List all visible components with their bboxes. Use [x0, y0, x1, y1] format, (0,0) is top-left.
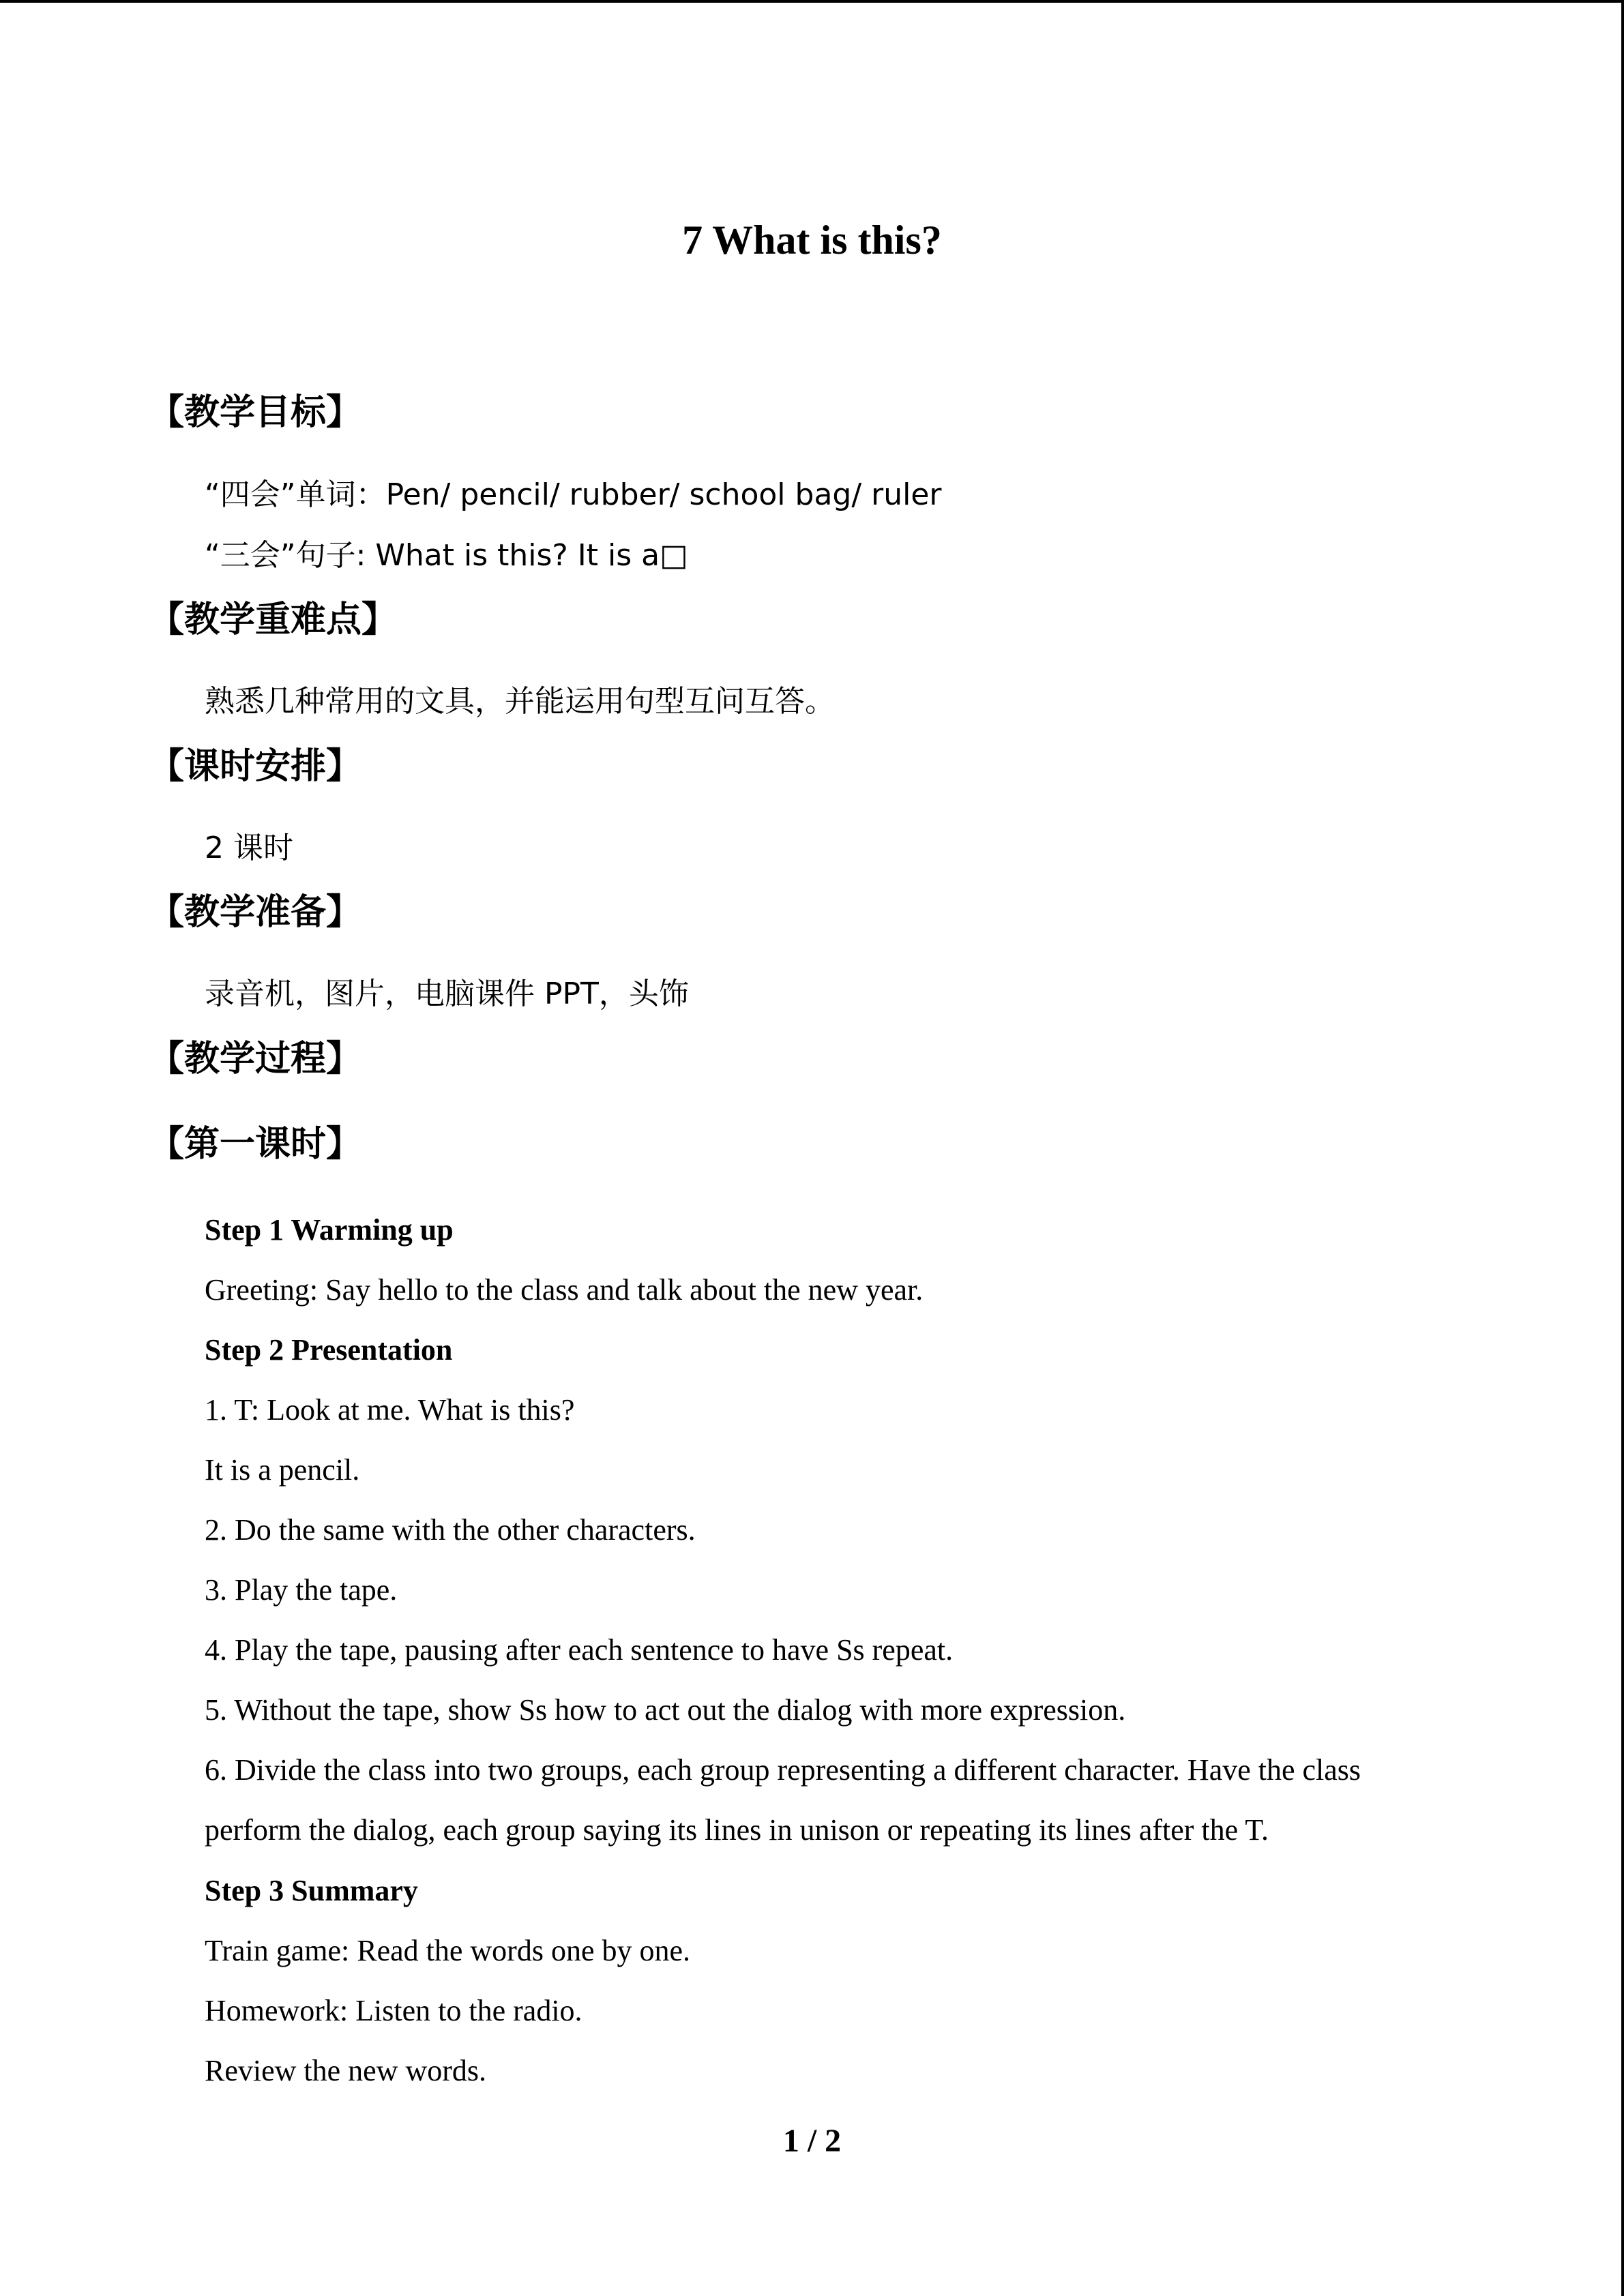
- step3-line-2: Homework: Listen to the radio.: [205, 1994, 582, 2027]
- step3-line-3: Review the new words.: [205, 2054, 487, 2087]
- heading-lesson-one: 【第一课时】: [149, 1124, 362, 1165]
- heading-preparation: 【教学准备】: [149, 892, 362, 933]
- page-border-right: [1621, 0, 1624, 2296]
- goals-sentence-line: “三会”句子: What is this? It is a□: [205, 538, 688, 573]
- step3-line-1: Train game: Read the words one by one.: [205, 1934, 691, 1967]
- step1-title: Step 1 Warming up: [205, 1213, 454, 1247]
- step2-line-7: 6. Divide the class into two groups, each group representing a different character. Have the class: [205, 1753, 1361, 1787]
- heading-key-points: 【教学重难点】: [149, 599, 398, 640]
- step2-line-8: perform the dialog, each group saying its lines in unison or repeating its lines after the T.: [205, 1813, 1269, 1847]
- heading-schedule: 【课时安排】: [149, 746, 362, 787]
- key-points-line: 熟悉几种常用的文具，并能运用句型互问互答。: [205, 684, 835, 719]
- document-title: 7 What is this?: [682, 218, 942, 263]
- goals-vocabulary-line: “四会”单词：Pen/ pencil/ rubber/ school bag/ ruler: [205, 477, 942, 512]
- heading-teaching-goals: 【教学目标】: [149, 392, 362, 433]
- step2-line-2: It is a pencil.: [205, 1453, 360, 1487]
- step1-line: Greeting: Say hello to the class and talk about the new year.: [205, 1273, 924, 1307]
- page-number: 1 / 2: [782, 2123, 842, 2159]
- step2-line-1: 1. T: Look at me. What is this?: [205, 1393, 575, 1427]
- heading-teaching-process: 【教学过程】: [149, 1039, 362, 1079]
- schedule-line: 2 课时: [205, 831, 293, 865]
- step3-title: Step 3 Summary: [205, 1874, 418, 1907]
- step2-line-5: 4. Play the tape, pausing after each sentence to have Ss repeat.: [205, 1633, 954, 1667]
- page-border-top: [0, 0, 1624, 3]
- step2-title: Step 2 Presentation: [205, 1333, 453, 1367]
- step2-line-6: 5. Without the tape, show Ss how to act out the dialog with more expression.: [205, 1693, 1126, 1727]
- step2-line-4: 3. Play the tape.: [205, 1573, 398, 1607]
- preparation-line: 录音机，图片，电脑课件 PPT，头饰: [205, 976, 689, 1011]
- step2-line-3: 2. Do the same with the other characters.: [205, 1513, 696, 1547]
